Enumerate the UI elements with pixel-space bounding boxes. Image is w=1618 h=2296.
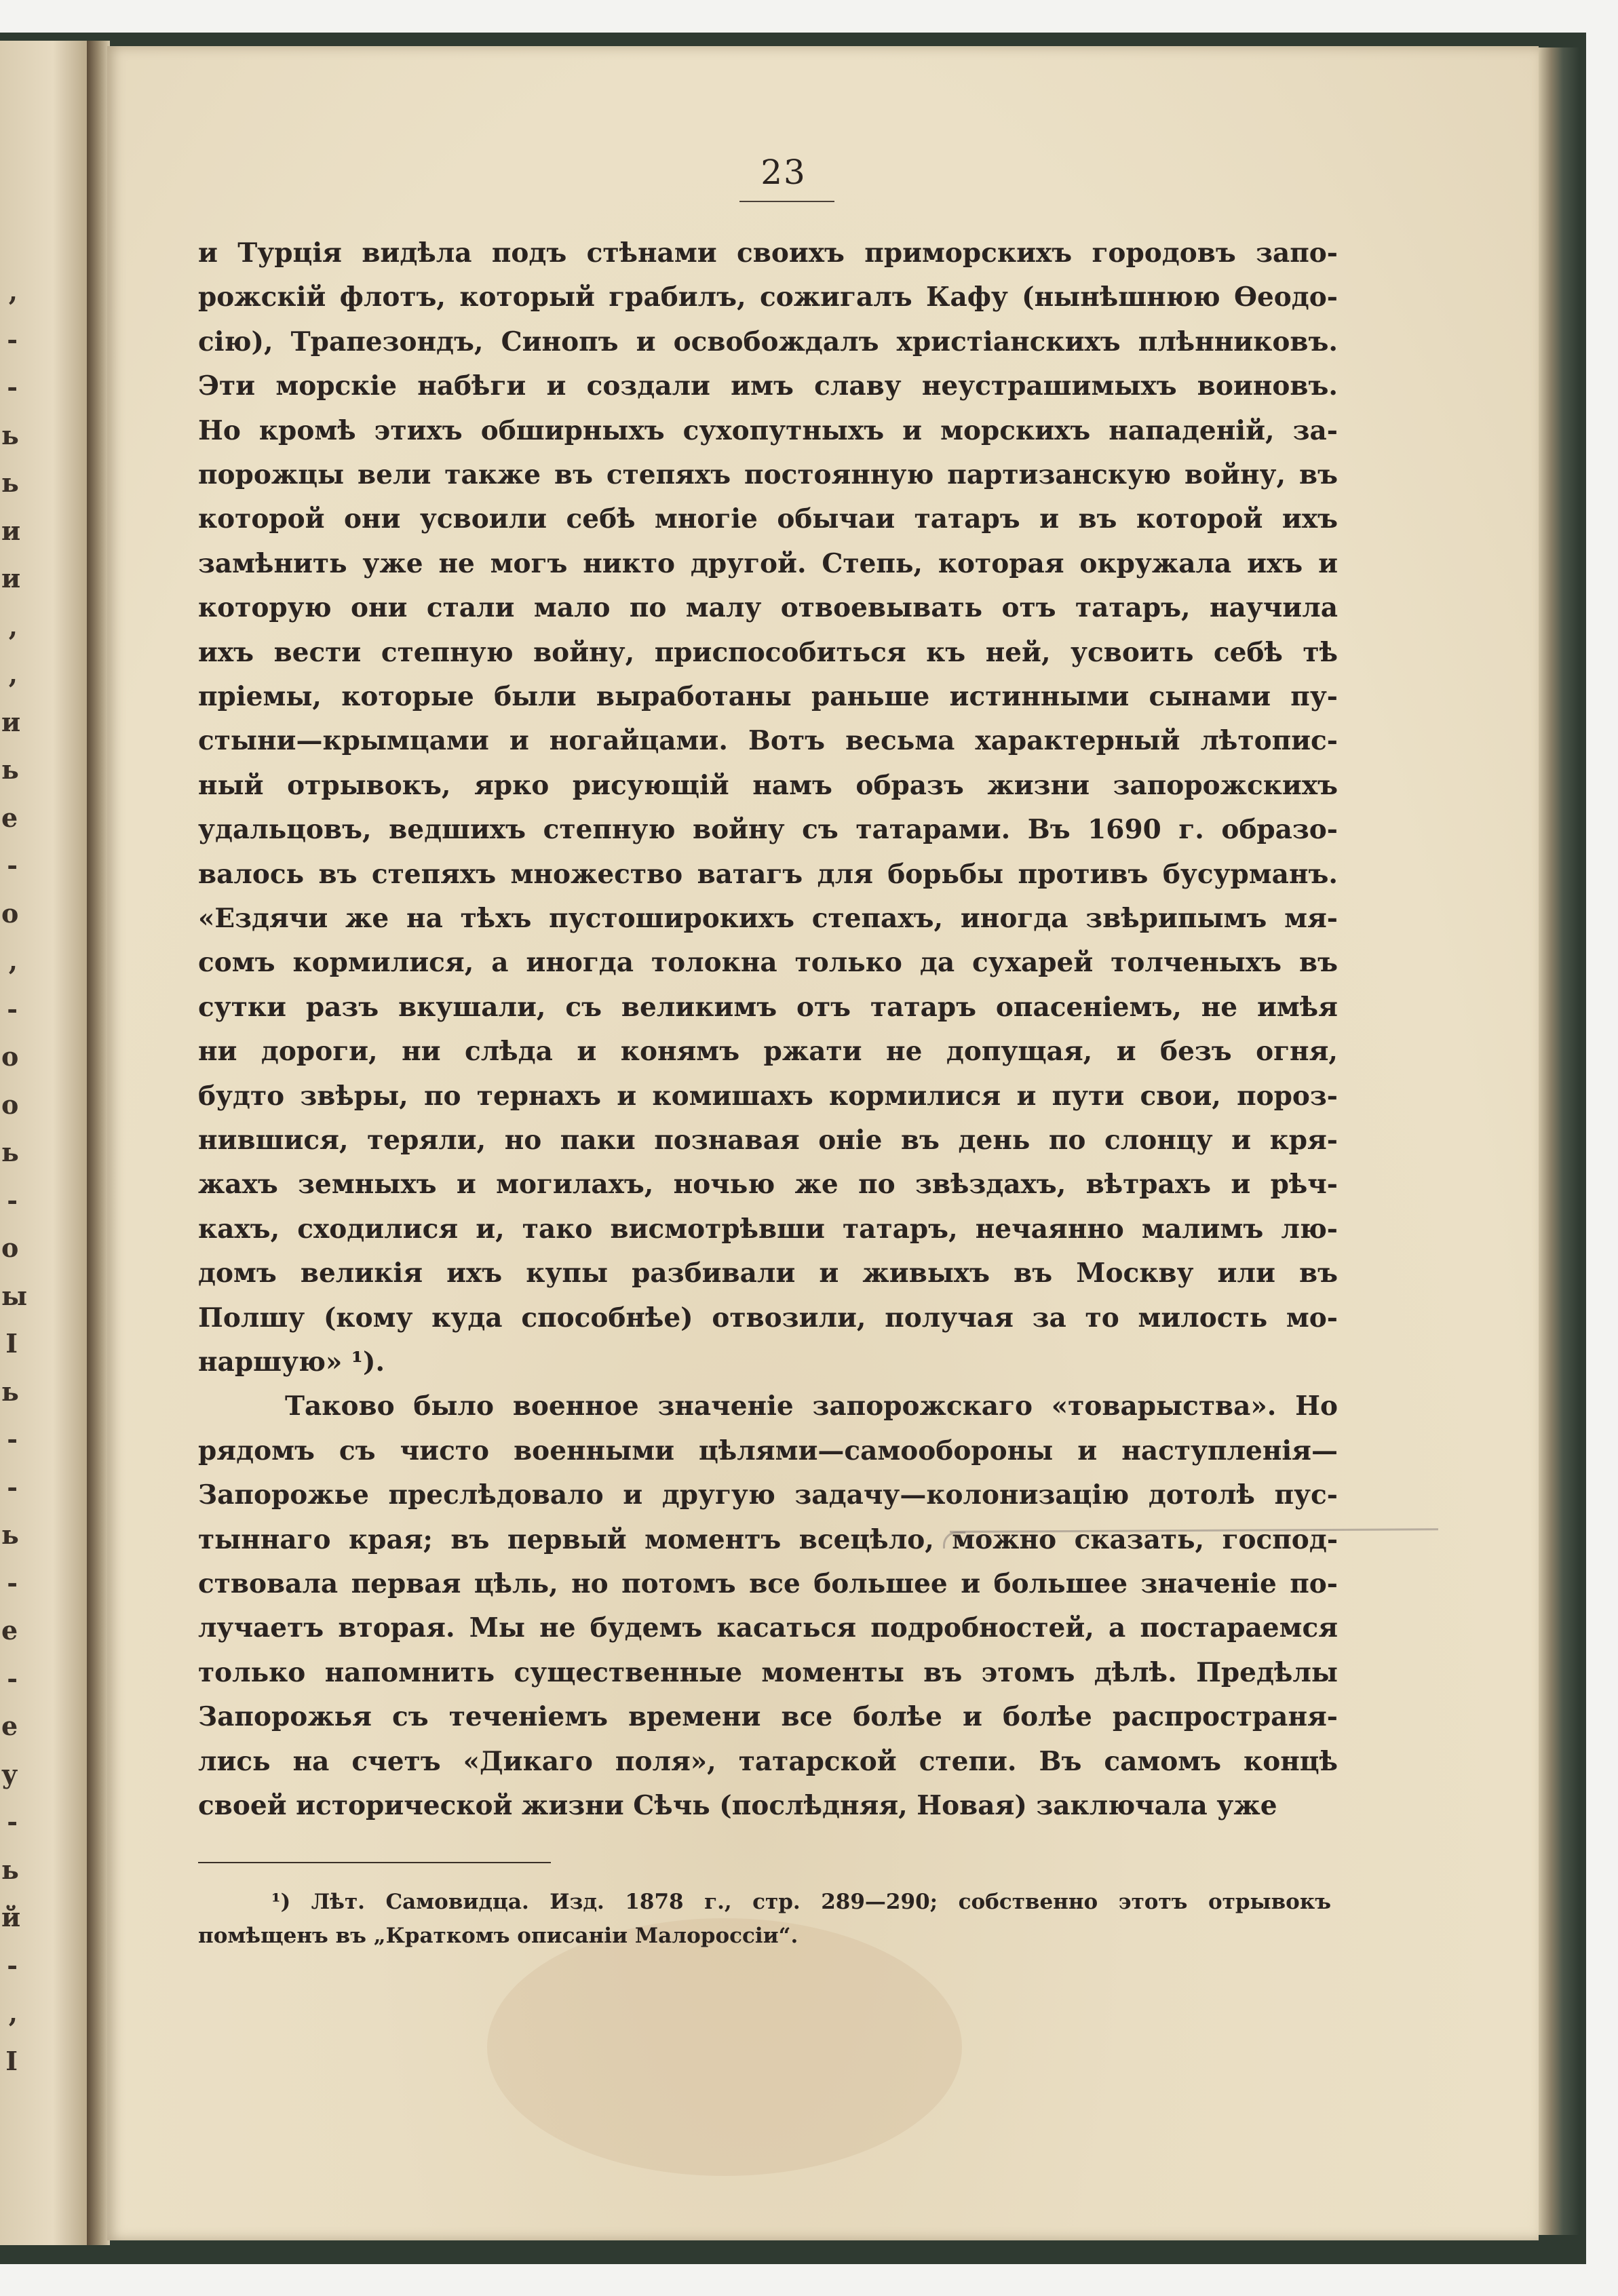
text-line: удальцовъ, ведшихъ степную войну съ татарами. Въ 1690 г. образо-	[198, 814, 1338, 846]
left-edge-fragment: -	[7, 1567, 18, 1598]
left-edge-fragment: ,	[8, 1998, 18, 2028]
left-edge-fragment: и	[1, 515, 21, 546]
left-page-fragment	[0, 41, 88, 2245]
left-edge-fragment: ь	[1, 1854, 19, 1885]
footnote-line: ¹) Лѣт. Самовидца. Изд. 1878 г., стр. 289—290; собственно этотъ отрывокъ	[271, 1890, 1331, 1914]
text-line: тыннаго края; въ первый моментъ всецѣло, можно сказать, господ-	[198, 1523, 1338, 1555]
text-line: ствовала первая цѣль, но потомъ все большее и большее значеніе по-	[198, 1568, 1338, 1599]
left-edge-fragment: ь	[1, 1376, 19, 1407]
text-line: наршую» ¹).	[198, 1346, 385, 1378]
text-line: «Ездячи же на тѣхъ пустоширокихъ степахъ, иногда звѣрипымъ мя-	[198, 903, 1338, 934]
left-edge-fragment: -	[7, 993, 18, 1024]
left-edge-fragment: и	[1, 706, 21, 737]
text-line: домъ великія ихъ купы разбивали и живыхъ въ Москву или въ	[198, 1258, 1338, 1289]
left-edge-fragment: о	[1, 1041, 19, 1072]
text-line: сію), Трапезондъ, Синопъ и освобождалъ христіанскихъ плѣнниковъ.	[198, 326, 1338, 357]
text-line: жахъ земныхъ и могилахъ, ночью же по звѣздахъ, вѣтрахъ и рѣч-	[198, 1169, 1338, 1201]
left-edge-fragment: ь	[1, 1137, 19, 1167]
left-edge-fragment: I	[5, 2045, 18, 2076]
text-line: рядомъ съ чисто военными цѣлями—самообороны и наступленія—	[198, 1435, 1338, 1466]
footnote-separator	[198, 1862, 551, 1863]
left-edge-fragment: о	[1, 1232, 19, 1263]
left-edge-fragment: -	[7, 1806, 18, 1837]
text-line: кахъ, сходилися и, тако висмотрѣвши татаръ, нечаянно малимъ лю-	[198, 1213, 1338, 1245]
page-number: 23	[760, 153, 807, 192]
text-line: Полшу (кому куда способнѣе) отвозили, получая за то милость мо-	[198, 1302, 1338, 1334]
left-edge-fragment: -	[7, 324, 18, 355]
text-line: и Турція видѣла подъ стѣнами своихъ приморскихъ городовъ запо-	[198, 237, 1338, 269]
left-edge-fragment: и	[1, 563, 21, 594]
left-edge-fragment: -	[7, 1471, 18, 1502]
text-line: ни дороги, ни слѣда и конямъ ржати не допущая, и безъ огня,	[198, 1036, 1338, 1068]
footnote-line: помѣщенъ въ „Краткомъ описаніи Малороссіи“.	[198, 1924, 798, 1948]
text-line: стыни—крымцами и ногайцами. Вотъ весьма характерный лѣтопис-	[198, 725, 1338, 757]
left-edge-fragment: й	[1, 1902, 21, 1932]
text-line: лучаетъ вторая. Мы не будемъ касаться подробностей, а постараемся	[198, 1612, 1338, 1644]
left-edge-fragment: ь	[1, 419, 19, 450]
text-line: Таково было военное значеніе запорожскаго «товарыства». Но	[285, 1390, 1338, 1422]
left-edge-fragment: ,	[8, 659, 18, 689]
text-line: валось въ степяхъ множество ватагъ для борьбы противъ бусурманъ.	[198, 858, 1338, 890]
left-edge-fragment: о	[1, 897, 19, 929]
left-edge-fragment: ,	[8, 276, 18, 307]
text-line: будто звѣры, по тернахъ и комишахъ кормилися и пути свои, пороз-	[198, 1080, 1338, 1112]
text-line: порожцы вели также въ степяхъ постоянную партизанскую войну, въ	[198, 459, 1338, 490]
paper-stain	[487, 1918, 962, 2176]
left-edge-fragment: е	[1, 1615, 18, 1646]
left-edge-fragment: о	[1, 1089, 19, 1120]
text-line: которую они стали мало по малу отвоевывать отъ татаръ, научила	[198, 592, 1338, 624]
text-line: нившися, теряли, но паки познавая оніе въ день по слонцу и кря-	[198, 1125, 1338, 1156]
left-edge-fragment: -	[7, 1662, 18, 1694]
page-stack-edge	[1539, 47, 1579, 2235]
left-edge-fragment: у	[1, 1758, 18, 1789]
page-number-underline	[739, 201, 834, 202]
left-edge-fragment: ь	[1, 1519, 19, 1550]
text-line: сутки разъ вкушали, съ великимъ отъ татаръ опасеніемъ, не имѣя	[198, 991, 1338, 1023]
left-edge-fragment: -	[7, 372, 18, 402]
text-line: пріемы, которые были выработаны раньше истинными сынами пу-	[198, 681, 1338, 712]
left-edge-fragment: I	[5, 1328, 18, 1359]
text-line: Но кромѣ этихъ обширныхъ сухопутныхъ и морскихъ нападеній, за-	[198, 414, 1338, 446]
text-line: которой они усвоили себѣ многіе обычаи татаръ и въ которой ихъ	[198, 503, 1338, 535]
text-line: Запорожье преслѣдовало и другую задачу—колонизацію дотолѣ пус-	[198, 1479, 1338, 1511]
text-line: своей исторической жизни Сѣчь (послѣдняя, Новая) заключала уже	[198, 1790, 1277, 1821]
text-line: замѣнить уже не могъ никто другой. Степь, которая окружала ихъ и	[198, 547, 1338, 579]
left-edge-fragment: ь	[1, 754, 19, 785]
text-line: рожскій флотъ, который грабилъ, сожигалъ Кафу (нынѣшнюю Ѳеодо-	[198, 281, 1338, 313]
left-page-text-edge	[1, 41, 85, 2245]
left-edge-fragment: -	[7, 1424, 18, 1454]
left-edge-fragment: е	[1, 802, 18, 833]
text-line: только напомнить существенные моменты въ этомъ дѣлѣ. Предѣлы	[198, 1656, 1338, 1688]
text-line: Эти морскіе набѣги и создали имъ славу неустрашимыхъ воиновъ.	[198, 370, 1338, 402]
left-edge-fragment: ы	[1, 1280, 28, 1311]
book-gutter	[87, 41, 110, 2245]
left-edge-fragment: -	[7, 1949, 18, 1981]
text-line: ный отрывокъ, ярко рисующій намъ образъ жизни запорожскихъ	[198, 769, 1338, 801]
left-edge-fragment: ,	[8, 610, 18, 642]
text-line: лись на счетъ «Дикаго поля», татарской степи. Въ самомъ концѣ	[198, 1745, 1338, 1777]
left-edge-fragment: ь	[1, 467, 19, 498]
left-edge-fragment: е	[1, 1711, 18, 1741]
text-line: Запорожья съ теченіемъ времени все болѣе и болѣе распространя-	[198, 1701, 1338, 1733]
text-line: ихъ вести степную войну, приспособиться къ ней, усвоить себѣ тѣ	[198, 636, 1338, 668]
left-edge-fragment: -	[7, 850, 18, 880]
text-line: сомъ кормилися, а иногда толокна только да сухарей толченыхъ въ	[198, 947, 1338, 979]
left-edge-fragment: -	[7, 1184, 18, 1215]
left-edge-fragment: ,	[8, 946, 18, 976]
